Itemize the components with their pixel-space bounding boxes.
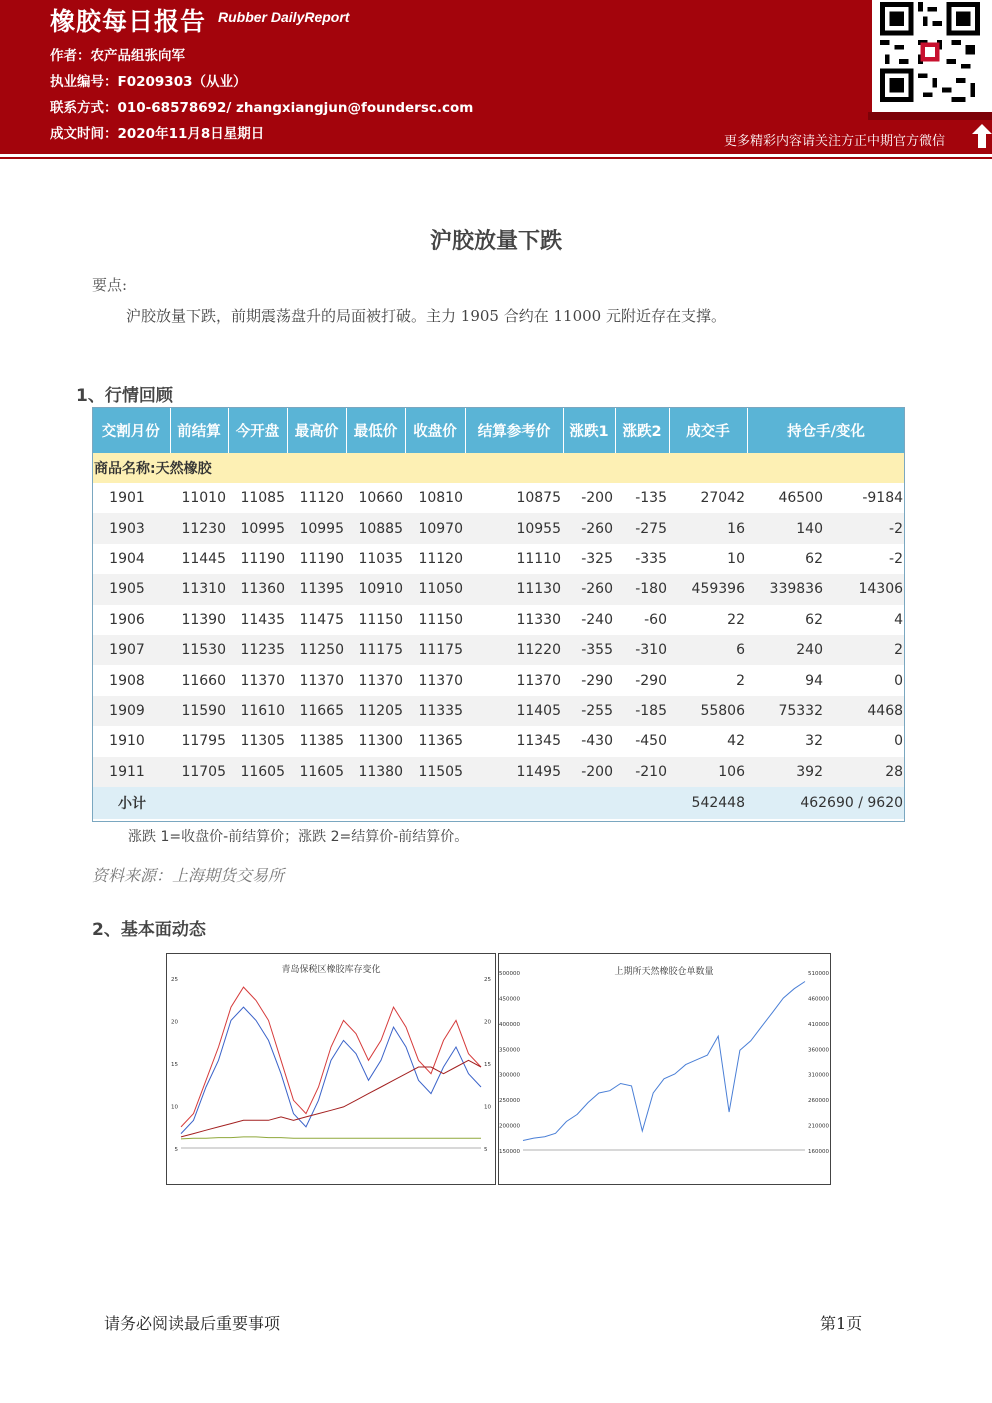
table-cell: 11495 — [465, 757, 563, 787]
table-cell: 11370 — [465, 665, 563, 695]
table-cell: -310 — [615, 635, 669, 665]
table-row — [92, 574, 905, 604]
table-cell: -60 — [615, 605, 669, 635]
page-title: 沪胶放量下跌 — [429, 229, 562, 254]
table-cell: -9184 — [825, 483, 905, 513]
chart-tick-label: 260000 — [808, 1098, 829, 1105]
table-cell: -325 — [563, 544, 615, 574]
table-cell: 6 — [669, 635, 747, 665]
table-cell: -335 — [615, 544, 669, 574]
table-cell: 11380 — [346, 757, 405, 787]
chart-series-line — [181, 1137, 481, 1139]
table-cell: 16 — [669, 513, 747, 543]
table-cell: 11010 — [170, 483, 228, 513]
col-open-interest[interactable]: 持仓手/变化 — [747, 407, 905, 453]
table-cell: 240 — [747, 635, 825, 665]
table-cell: 46500 — [747, 483, 825, 513]
table-cell: -180 — [615, 574, 669, 604]
col-change1[interactable]: 涨跌1 — [563, 407, 615, 453]
table-cell: -450 — [615, 726, 669, 756]
table-row — [92, 483, 905, 513]
table-header-row — [92, 407, 905, 453]
report-title: 橡胶每日报告 — [50, 7, 207, 36]
table-cell: 1903 — [92, 513, 170, 543]
qr-shadow — [868, 112, 992, 120]
category-row — [92, 453, 905, 483]
table-row — [92, 605, 905, 635]
subtotal-open-interest: 462690 / 9620 — [747, 787, 905, 819]
table-cell: 11370 — [346, 665, 405, 695]
author: 作者：农产品组张向军 — [50, 48, 185, 64]
chart-tick-label: 5 — [484, 1147, 488, 1153]
table-cell: 11605 — [228, 757, 287, 787]
table-cell: 27042 — [669, 483, 747, 513]
table-cell: 11120 — [405, 544, 465, 574]
report-header — [0, 0, 992, 150]
table-cell: 10885 — [346, 513, 405, 543]
chart-tick-label: 500000 — [499, 971, 520, 977]
table-cell: 11305 — [228, 726, 287, 756]
chart-tick-label: 160000 — [808, 1149, 829, 1155]
chart-tick-label: 350000 — [499, 1047, 520, 1054]
chart-series-line — [181, 1060, 481, 1137]
chart-tick-label: 360000 — [808, 1047, 829, 1054]
chart-left — [166, 953, 496, 1185]
table-cell: -290 — [563, 665, 615, 695]
table-cell: 11435 — [228, 605, 287, 635]
subtotal-volume: 542448 — [669, 787, 747, 819]
table-cell: 11150 — [405, 605, 465, 635]
table-cell: 62 — [747, 605, 825, 635]
chart-tick-label: 400000 — [499, 1021, 520, 1028]
chart-tick-label: 450000 — [499, 996, 520, 1003]
table-cell: 1910 — [92, 726, 170, 756]
col-delivery-month[interactable]: 交割月份 — [92, 407, 170, 453]
table-cell: 140 — [747, 513, 825, 543]
col-change2[interactable]: 涨跌2 — [615, 407, 669, 453]
data-source: 资料来源：上海期货交易所 — [92, 866, 285, 885]
table-cell: 11795 — [170, 726, 228, 756]
table-cell: -260 — [563, 574, 615, 604]
chart-tick-label: 25 — [484, 977, 491, 983]
chart-tick-label: 300000 — [499, 1072, 520, 1079]
table-cell: 11130 — [465, 574, 563, 604]
table-cell: 11590 — [170, 696, 228, 726]
col-settle-ref[interactable]: 结算参考价 — [465, 407, 563, 453]
chart-left-title: 青岛保税区橡胶库存变化 — [281, 965, 381, 975]
table-cell: 28 — [825, 757, 905, 787]
table-cell: 11405 — [465, 696, 563, 726]
table-cell: 1908 — [92, 665, 170, 695]
chart-right-title: 上期所天然橡胶仓单数量 — [614, 967, 714, 977]
chart-tick-label: 10 — [484, 1104, 491, 1111]
table-row — [92, 665, 905, 695]
section-1-title: 1、行情回顾 — [76, 386, 173, 406]
table-cell: 22 — [669, 605, 747, 635]
table-cell: -355 — [563, 635, 615, 665]
chart-tick-label: 15 — [484, 1062, 491, 1068]
col-high[interactable]: 最高价 — [287, 407, 346, 453]
table-cell: 11370 — [287, 665, 346, 695]
table-cell: 11310 — [170, 574, 228, 604]
category-label: 商品名称:天然橡胶 — [92, 453, 905, 483]
table-cell: 2 — [825, 635, 905, 665]
table-cell: 10970 — [405, 513, 465, 543]
table-cell: 10810 — [405, 483, 465, 513]
table-cell: 11370 — [228, 665, 287, 695]
table-row — [92, 513, 905, 543]
table-cell: -185 — [615, 696, 669, 726]
table-cell: 1911 — [92, 757, 170, 787]
table-cell: 11530 — [170, 635, 228, 665]
chart-tick-label: 310000 — [808, 1072, 829, 1079]
table-cell: 10875 — [465, 483, 563, 513]
contact: 联系方式：010-68578692/ zhangxiangjun@foundersc.com — [50, 100, 474, 116]
table-cell: 11300 — [346, 726, 405, 756]
chart-tick-label: 5 — [174, 1147, 178, 1153]
chart-series-line — [523, 982, 805, 1141]
table-cell: 11705 — [170, 757, 228, 787]
table-cell: 11035 — [346, 544, 405, 574]
table-cell: 11395 — [287, 574, 346, 604]
chart-tick-label: 250000 — [499, 1098, 520, 1105]
chart-tick-label: 460000 — [808, 996, 829, 1003]
table-cell: 11190 — [287, 544, 346, 574]
table-cell: 106 — [669, 757, 747, 787]
col-open[interactable]: 今开盘 — [228, 407, 287, 453]
table-cell: 11050 — [405, 574, 465, 604]
table-cell: 55806 — [669, 696, 747, 726]
table-cell: 1904 — [92, 544, 170, 574]
chart-right — [498, 953, 831, 1185]
table-cell: 94 — [747, 665, 825, 695]
chart-tick-label: 410000 — [808, 1021, 829, 1028]
table-cell: 11505 — [405, 757, 465, 787]
keypoint-label: 要点: — [92, 276, 128, 294]
chart-tick-label: 25 — [171, 977, 178, 983]
subtotal-row — [92, 787, 905, 819]
table-cell: 1906 — [92, 605, 170, 635]
table-cell: -260 — [563, 513, 615, 543]
table-cell: 11220 — [465, 635, 563, 665]
table-cell: -135 — [615, 483, 669, 513]
table-cell: 1907 — [92, 635, 170, 665]
table-cell: 10955 — [465, 513, 563, 543]
chart-tick-label: 150000 — [499, 1149, 520, 1155]
table-cell: 11660 — [170, 665, 228, 695]
table-cell: 11365 — [405, 726, 465, 756]
table-cell: 459396 — [669, 574, 747, 604]
table-cell: 11370 — [405, 665, 465, 695]
table-cell: 11190 — [228, 544, 287, 574]
table-cell: 11230 — [170, 513, 228, 543]
section-2-title: 2、基本面动态 — [92, 920, 206, 940]
table-cell: 10995 — [228, 513, 287, 543]
page-number: 第1页 — [820, 1314, 863, 1333]
table-row — [92, 544, 905, 574]
follow-wechat: 更多精彩内容请关注方正中期官方微信 — [724, 134, 946, 149]
table-note: 涨跌 1=收盘价-前结算价；涨跌 2=结算价-前结算价。 — [128, 829, 469, 845]
table-cell: 11610 — [228, 696, 287, 726]
keypoint-text: 沪胶放量下跌，前期震荡盘升的局面被打破。主力 1905 合约在 11000 元附近存在支撑。 — [126, 307, 726, 325]
table-cell: 11605 — [287, 757, 346, 787]
table-cell: 11385 — [287, 726, 346, 756]
header-stripe — [0, 150, 992, 154]
table-cell: 10 — [669, 544, 747, 574]
table-cell: 392 — [747, 757, 825, 787]
table-cell: 1905 — [92, 574, 170, 604]
table-cell: 11360 — [228, 574, 287, 604]
table-row — [92, 696, 905, 726]
table-cell: 11085 — [228, 483, 287, 513]
table-cell: -240 — [563, 605, 615, 635]
table-cell: 10995 — [287, 513, 346, 543]
table-cell: 62 — [747, 544, 825, 574]
table-cell: 11330 — [465, 605, 563, 635]
table-cell: -275 — [615, 513, 669, 543]
quote-table — [92, 407, 906, 819]
table-cell: 1901 — [92, 483, 170, 513]
header-stripe-thin — [0, 157, 992, 159]
table-cell: 11390 — [170, 605, 228, 635]
report-subtitle: Rubber DailyReport — [218, 9, 350, 25]
table-cell: -430 — [563, 726, 615, 756]
chart-tick-label: 20 — [484, 1019, 491, 1026]
table-row — [92, 757, 905, 787]
chart-tick-label: 15 — [171, 1062, 178, 1068]
table-cell: -200 — [563, 483, 615, 513]
chart-right-svg — [499, 954, 830, 1184]
table-cell: -210 — [615, 757, 669, 787]
table-cell: -2 — [825, 513, 905, 543]
table-cell: 11120 — [287, 483, 346, 513]
chart-tick-label: 20 — [171, 1019, 178, 1026]
col-prev-settle[interactable]: 前结算 — [170, 407, 228, 453]
table-cell: 11175 — [346, 635, 405, 665]
table-cell: 11235 — [228, 635, 287, 665]
qr-code[interactable] — [872, 0, 992, 112]
col-close[interactable]: 收盘价 — [405, 407, 465, 453]
table-cell: 11110 — [465, 544, 563, 574]
table-cell: -2 — [825, 544, 905, 574]
table-cell: 1909 — [92, 696, 170, 726]
table-cell: 0 — [825, 726, 905, 756]
footer-notice: 请务必阅读最后重要事项 — [104, 1314, 281, 1333]
report-date: 成文时间：2020年11月8日星期日 — [50, 126, 265, 142]
table-cell: 11250 — [287, 635, 346, 665]
table-cell: 339836 — [747, 574, 825, 604]
table-cell: 11335 — [405, 696, 465, 726]
table-cell: 2 — [669, 665, 747, 695]
table-cell: -255 — [563, 696, 615, 726]
table-cell: 4 — [825, 605, 905, 635]
chart-left-svg — [167, 954, 495, 1184]
table-cell: -290 — [615, 665, 669, 695]
table-cell: 11665 — [287, 696, 346, 726]
table-cell: 75332 — [747, 696, 825, 726]
table-cell: 32 — [747, 726, 825, 756]
chart-series-line — [181, 1007, 481, 1134]
col-low[interactable]: 最低价 — [346, 407, 405, 453]
table-cell: 11445 — [170, 544, 228, 574]
table-cell: 11150 — [346, 605, 405, 635]
table-row — [92, 635, 905, 665]
table-cell: 0 — [825, 665, 905, 695]
chart-series-line — [181, 987, 481, 1127]
table-cell: 42 — [669, 726, 747, 756]
col-volume[interactable]: 成交手 — [669, 407, 747, 453]
subtotal-label: 小计 — [92, 787, 669, 819]
chart-tick-label: 10 — [171, 1104, 178, 1111]
license-number: 执业编号：F0209303（从业） — [50, 74, 247, 90]
table-cell: 10660 — [346, 483, 405, 513]
table-cell: 14306 — [825, 574, 905, 604]
table-cell: 11475 — [287, 605, 346, 635]
table-cell: 11345 — [465, 726, 563, 756]
table-cell: -200 — [563, 757, 615, 787]
chart-tick-label: 510000 — [808, 971, 829, 977]
table-cell: 11175 — [405, 635, 465, 665]
table-row — [92, 726, 905, 756]
up-arrow-icon — [972, 124, 992, 148]
table-cell: 10910 — [346, 574, 405, 604]
qr-code-icon — [878, 2, 982, 102]
chart-tick-label: 200000 — [499, 1123, 520, 1130]
chart-tick-label: 210000 — [808, 1123, 829, 1130]
table-cell: 11205 — [346, 696, 405, 726]
table-cell: 4468 — [825, 696, 905, 726]
